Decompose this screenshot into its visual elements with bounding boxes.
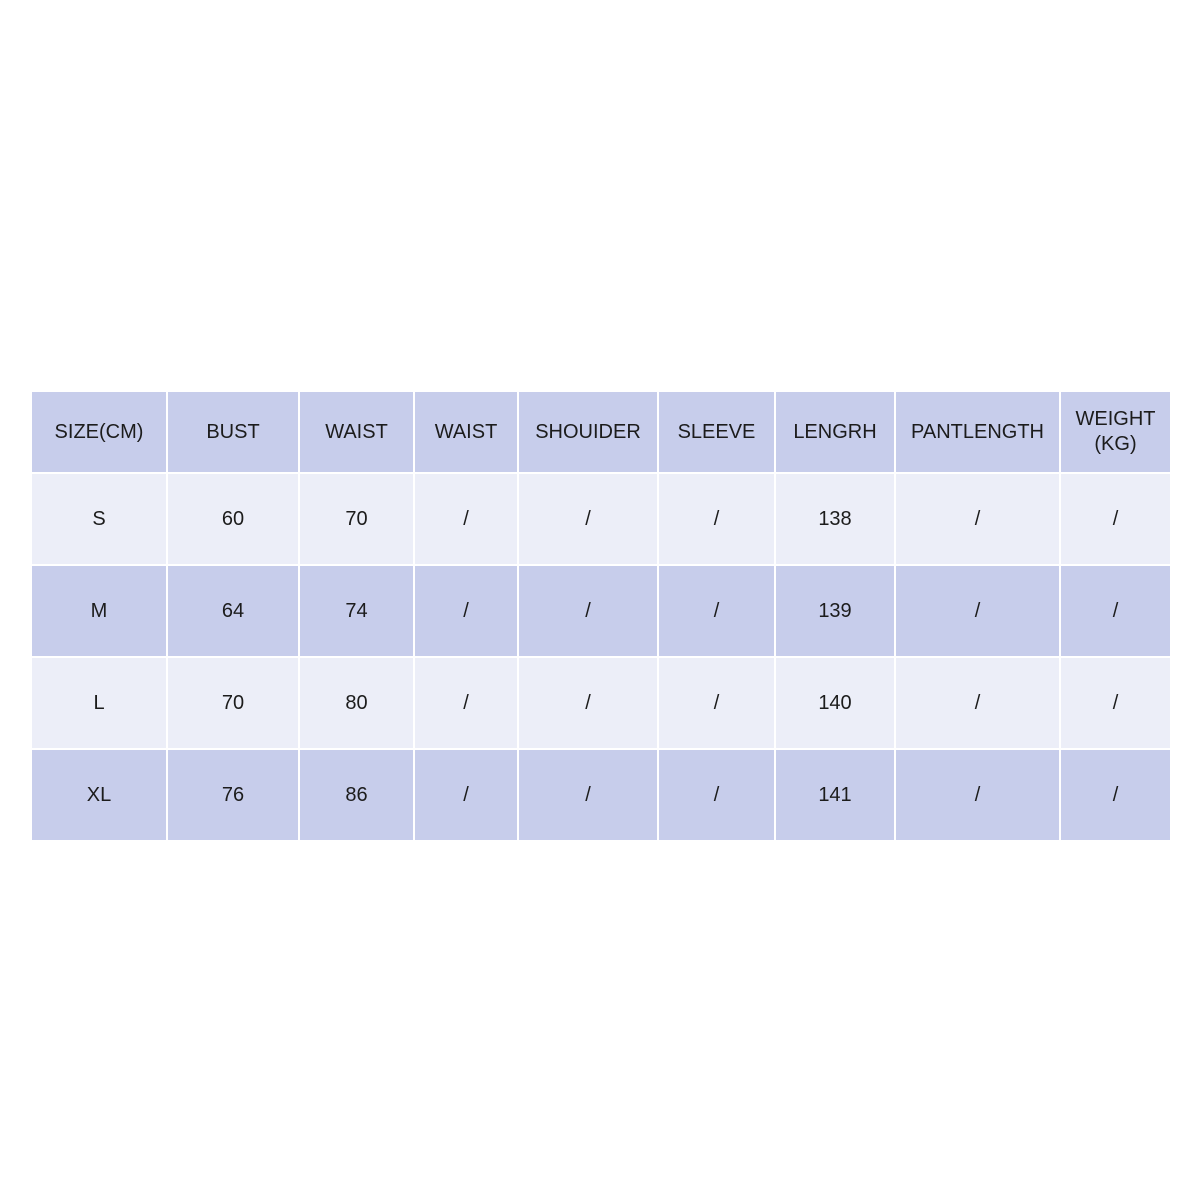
table-header	[31, 391, 1171, 473]
cell-weight: /	[1060, 473, 1171, 565]
cell-waist-1: 74	[299, 565, 414, 657]
cell-waist-1: 70	[299, 473, 414, 565]
cell-weight: /	[1060, 565, 1171, 657]
cell-bust: 64	[167, 565, 299, 657]
cell-length: 138	[775, 473, 895, 565]
cell-shoulder: /	[518, 749, 658, 841]
size-chart-table	[30, 390, 1172, 842]
header-weight-line-2: (KG)	[1094, 433, 1137, 455]
cell-length: 141	[775, 749, 895, 841]
cell-size: XL	[31, 749, 167, 841]
cell-weight: /	[1060, 749, 1171, 841]
cell-sleeve: /	[658, 657, 775, 749]
cell-bust: 76	[167, 749, 299, 841]
header-cell-shoulder: SHOUIDER	[518, 391, 658, 473]
cell-pantlength: /	[895, 657, 1060, 749]
cell-shoulder: /	[518, 657, 658, 749]
cell-size: M	[31, 565, 167, 657]
cell-weight: /	[1060, 657, 1171, 749]
header-cell-sleeve: SLEEVE	[658, 391, 775, 473]
size-chart-container	[30, 390, 1170, 842]
header-cell-length: LENGRH	[775, 391, 895, 473]
cell-waist-2: /	[414, 749, 518, 841]
cell-bust: 60	[167, 473, 299, 565]
cell-sleeve: /	[658, 749, 775, 841]
header-row	[31, 391, 1171, 473]
cell-shoulder: /	[518, 565, 658, 657]
table-row	[31, 473, 1171, 565]
cell-size: L	[31, 657, 167, 749]
cell-waist-1: 80	[299, 657, 414, 749]
cell-sleeve: /	[658, 473, 775, 565]
cell-bust: 70	[167, 657, 299, 749]
header-cell-waist-2: WAIST	[414, 391, 518, 473]
header-weight-line-1: WEIGHT	[1075, 408, 1156, 430]
table-body	[31, 473, 1171, 841]
cell-size: S	[31, 473, 167, 565]
table-row	[31, 749, 1171, 841]
cell-waist-2: /	[414, 565, 518, 657]
cell-shoulder: /	[518, 473, 658, 565]
table-row	[31, 565, 1171, 657]
cell-pantlength: /	[895, 473, 1060, 565]
header-cell-waist-1: WAIST	[299, 391, 414, 473]
header-cell-size: SIZE(CM)	[31, 391, 167, 473]
table-row	[31, 657, 1171, 749]
cell-pantlength: /	[895, 749, 1060, 841]
header-cell-pantlength: PANTLENGTH	[895, 391, 1060, 473]
header-cell-weight	[1060, 391, 1171, 473]
cell-length: 140	[775, 657, 895, 749]
cell-length: 139	[775, 565, 895, 657]
cell-waist-2: /	[414, 473, 518, 565]
cell-pantlength: /	[895, 565, 1060, 657]
cell-sleeve: /	[658, 565, 775, 657]
header-cell-bust: BUST	[167, 391, 299, 473]
cell-waist-1: 86	[299, 749, 414, 841]
cell-waist-2: /	[414, 657, 518, 749]
